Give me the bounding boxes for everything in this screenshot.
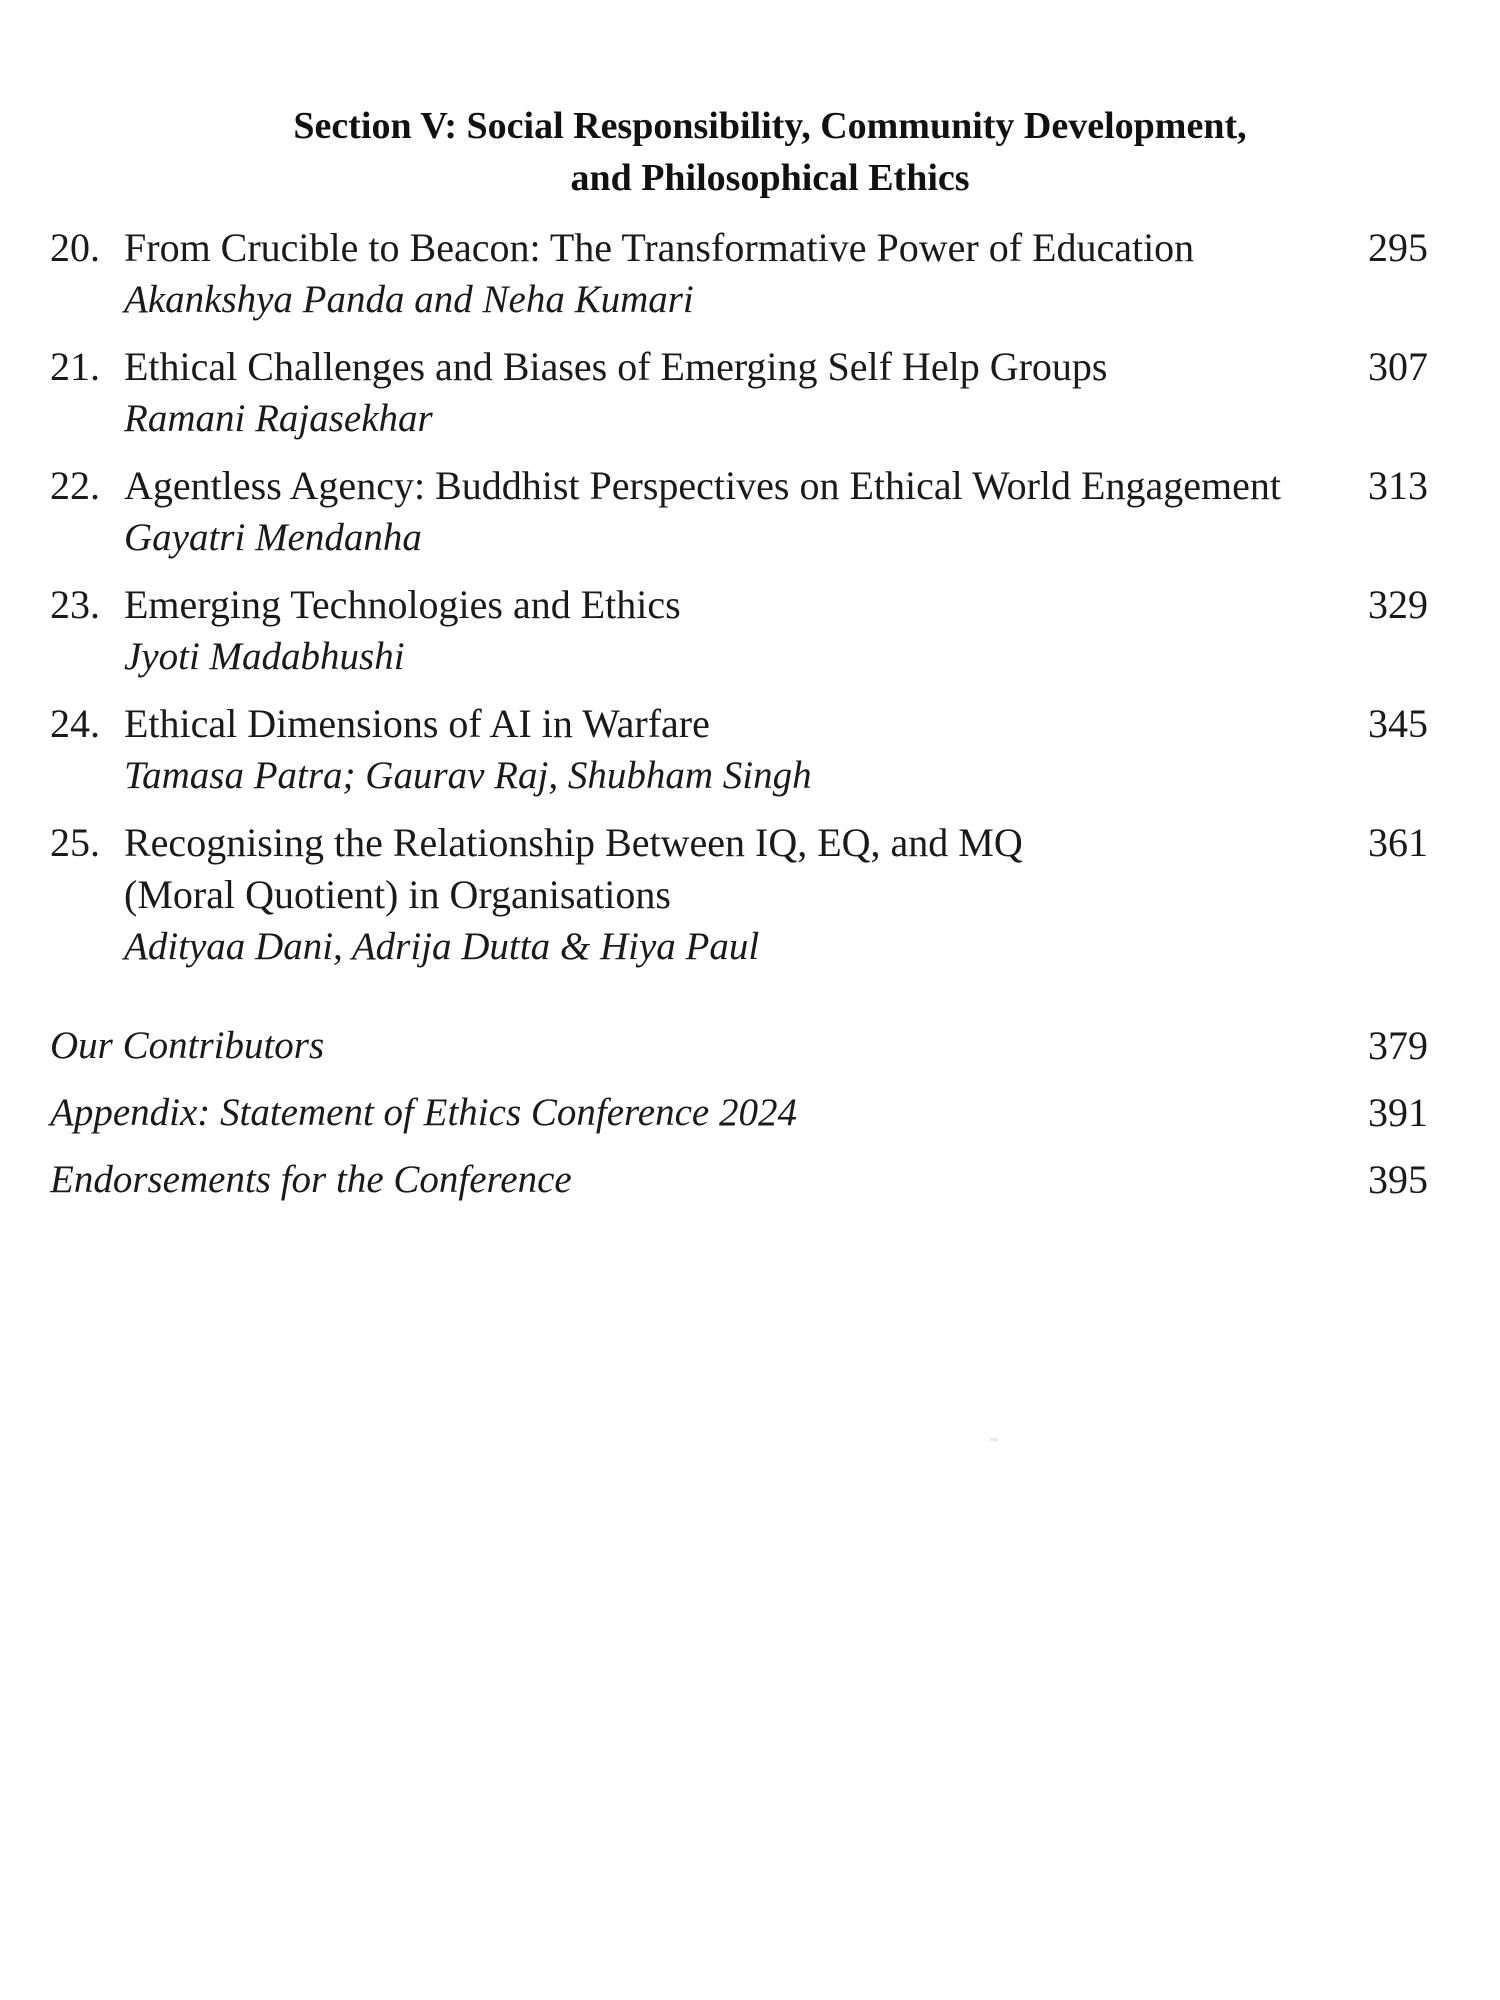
toc-entry-endorsements[interactable] bbox=[0, 1154, 1500, 1206]
back-matter-label: Endorsements for the Conference bbox=[50, 1158, 572, 1201]
chapter-number: 23. bbox=[50, 582, 100, 627]
toc-entry-contributors[interactable] bbox=[0, 1020, 1500, 1072]
chapter-authors: Akankshya Panda and Neha Kumari bbox=[124, 278, 694, 321]
chapter-authors: Ramani Rajasekhar bbox=[124, 397, 433, 440]
chapter-title-line: Emerging Technologies and Ethics bbox=[124, 582, 681, 627]
chapter-title[interactable] bbox=[124, 460, 1304, 512]
chapter-title[interactable] bbox=[124, 222, 1304, 274]
chapter-number: 22. bbox=[50, 463, 100, 508]
paper-speck bbox=[990, 1438, 998, 1441]
chapter-authors: Jyoti Madabhushi bbox=[124, 635, 405, 678]
chapter-number: 25. bbox=[50, 820, 100, 865]
chapter-title[interactable] bbox=[124, 341, 1304, 393]
section-heading-line-1: Section V: Social Responsibility, Community Development, bbox=[293, 105, 1247, 147]
page-number: 345 bbox=[1368, 701, 1428, 746]
page-number: 379 bbox=[1368, 1023, 1428, 1068]
chapter-number: 20. bbox=[50, 225, 100, 270]
back-matter-label: Appendix: Statement of Ethics Conference 2024 bbox=[50, 1091, 797, 1134]
chapter-title[interactable] bbox=[124, 579, 1304, 631]
page-number: 361 bbox=[1368, 820, 1428, 865]
page-number: 307 bbox=[1368, 344, 1428, 389]
chapter-authors: Gayatri Mendanha bbox=[124, 516, 422, 559]
page-number: 391 bbox=[1368, 1090, 1428, 1135]
chapter-title-line: Agentless Agency: Buddhist Perspectives on Ethical World Engagement bbox=[124, 463, 1281, 508]
chapter-title-line: Recognising the Relationship Between IQ, EQ, and MQ bbox=[124, 820, 1023, 865]
section-heading bbox=[120, 100, 1420, 204]
chapter-title-line: Ethical Dimensions of AI in Warfare bbox=[124, 701, 710, 746]
chapter-title-line: (Moral Quotient) in Organisations bbox=[124, 872, 671, 917]
toc-entry-appendix[interactable] bbox=[0, 1087, 1500, 1139]
page-number: 329 bbox=[1368, 582, 1428, 627]
chapter-number: 24. bbox=[50, 701, 100, 746]
page-number: 313 bbox=[1368, 463, 1428, 508]
chapter-authors: Adityaa Dani, Adrija Dutta & Hiya Paul bbox=[124, 925, 760, 968]
chapter-title-line: Ethical Challenges and Biases of Emerging Self Help Groups bbox=[124, 344, 1108, 389]
section-heading-line-2: and Philosophical Ethics bbox=[570, 157, 970, 199]
chapter-title[interactable] bbox=[124, 817, 1304, 921]
chapter-number: 21. bbox=[50, 344, 100, 389]
chapter-title[interactable] bbox=[124, 698, 1304, 750]
page-number: 295 bbox=[1368, 225, 1428, 270]
chapter-authors: Tamasa Patra; Gaurav Raj, Shubham Singh bbox=[124, 754, 812, 797]
chapter-title-line: From Crucible to Beacon: The Transformative Power of Education bbox=[124, 225, 1195, 270]
back-matter-label: Our Contributors bbox=[50, 1024, 325, 1067]
page-number: 395 bbox=[1368, 1157, 1428, 1202]
